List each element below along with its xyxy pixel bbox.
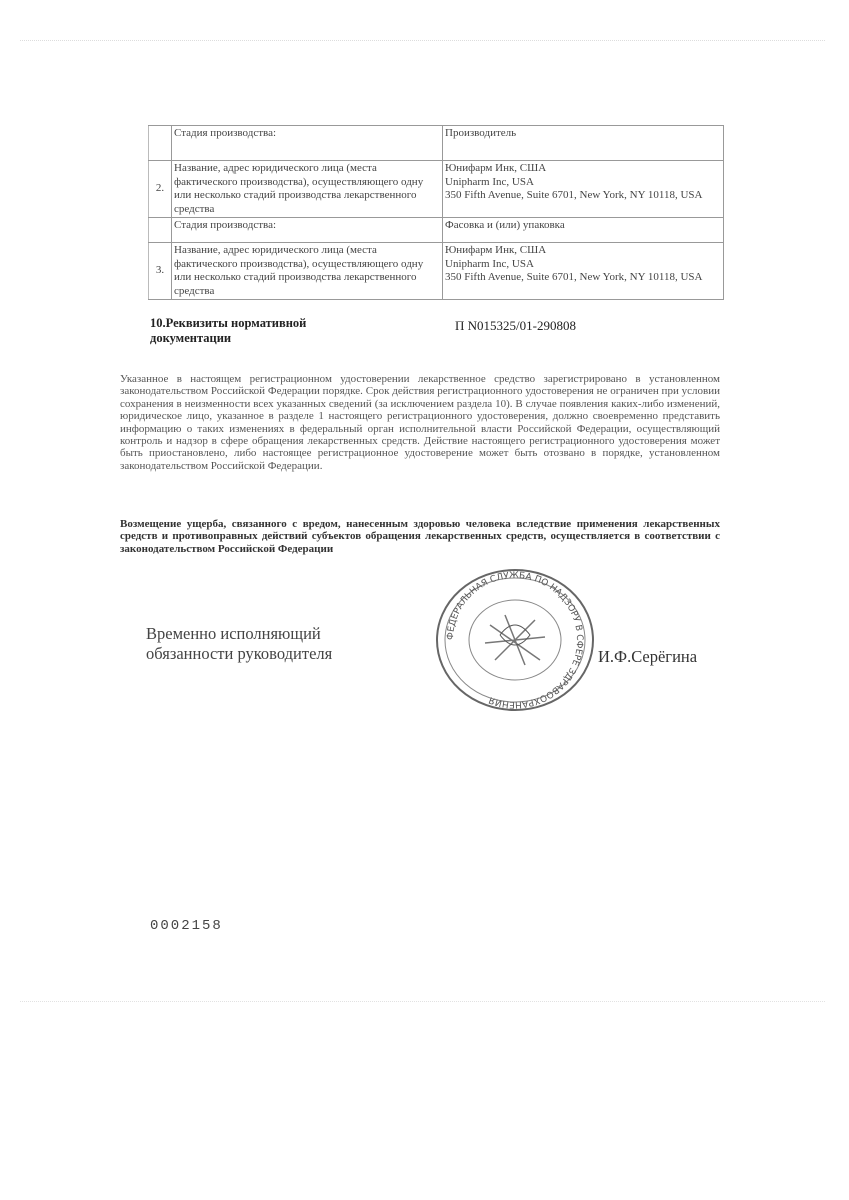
row-number (149, 126, 172, 161)
svg-text:ФЕДЕРАЛЬНАЯ СЛУЖБА ПО НАДЗОРУ: ФЕДЕРАЛЬНАЯ СЛУЖБА ПО НАДЗОРУ В СФЕРЕ ЗДРАВООХРАНЕНИЯ (445, 570, 585, 710)
value-line: Unipharm Inc, USA (445, 257, 534, 270)
row-number: 2. (149, 161, 172, 218)
value-line: 350 Fifth Avenue, Suite 6701, New York, NY 10118, USA (445, 189, 703, 201)
normative-doc-number: П N015325/01-290808 (455, 318, 576, 333)
row-label: Стадия производства: (172, 126, 443, 161)
value-line: Юнифарм Инк, США (445, 162, 547, 174)
signatory-role (146, 624, 332, 664)
row-label: Стадия производства: (172, 218, 443, 243)
damages-paragraph: Возмещение ущерба, связанного с вредом, нанесенным здоровью человека вследствие применения лекарственных средств и противоправных действий субъектов обращения лекарственных средств, осуществляется в соответствии с законодательством Российской Федерации (120, 518, 720, 555)
table-row (149, 161, 724, 218)
row-number: 3. (149, 243, 172, 300)
value-line: Производитель (445, 127, 517, 139)
role-line: обязанности руководителя (146, 644, 333, 663)
row-value (443, 218, 724, 243)
row-number (149, 218, 172, 243)
row-label: Название, адрес юридического лица (места фактического производства), осуществляющего одну или несколько стадий производства лекарственного средства (172, 243, 443, 300)
value-line: Юнифарм Инк, США (445, 244, 547, 256)
document-serial-number: 0002158 (150, 918, 223, 934)
section-10-title: 10.Реквизиты нормативной документации (150, 316, 307, 345)
value-line: Unipharm Inc, USA (445, 175, 534, 188)
row-value (443, 243, 724, 300)
signatory-name: И.Ф.Серёгина (598, 647, 698, 666)
registration-paragraph: Указанное в настоящем регистрационном удостоверении лекарственное средство зарегистрировано в установленном законодательством Российской Федерации порядке. Срок действия регистрационного удостоверения не ограничен при условии сохранения в неизменности всех указанных сведений (за исключением раздела 10). В случае появления каких-либо изменений, юридическое лицо, указанное в разделе 1 настоящего регистрационного удостоверения, должно своевременно представить информацию о таких изменениях в федеральный орган исполнительной власти Российской Федерации, осуществляющий контроль и надзор в сфере обращения лекарственных средств. Действие настоящего регистрационного удостоверения может быть приостановлено, либо настоящее регистрационное удостоверение может быть отозвано в порядке, установленном законодательством Российской Федерации. (120, 373, 720, 472)
production-stages-table (148, 125, 724, 300)
row-label: Название, адрес юридического лица (места фактического производства), осуществляющего одну или несколько стадий производства лекарственного средства (172, 161, 443, 218)
table-row (149, 218, 724, 243)
row-value (443, 161, 724, 218)
value-line: 350 Fifth Avenue, Suite 6701, New York, NY 10118, USA (445, 271, 703, 283)
official-seal (430, 565, 600, 720)
row-value (443, 126, 724, 161)
role-line: Временно исполняющий (146, 624, 321, 643)
table-row (149, 126, 724, 161)
value-line: Фасовка и (или) упаковка (445, 219, 565, 231)
table-row (149, 243, 724, 300)
